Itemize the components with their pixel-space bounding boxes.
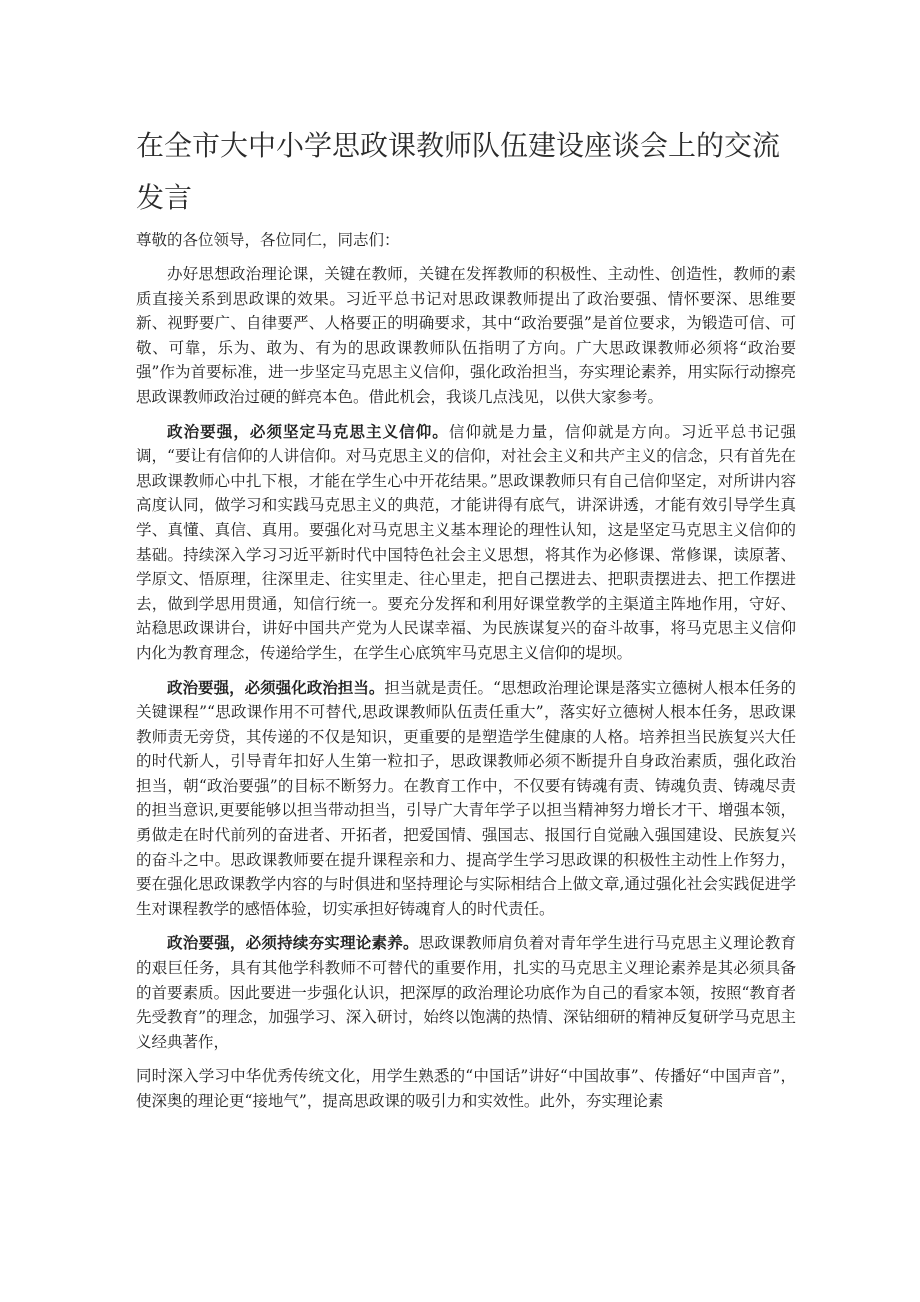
paragraph-lead: 政治要强，必须持续夯实理论素养。: [167, 933, 419, 953]
paragraph-text: 思政课教师肩负着对青年学生进行马克思主义理论教育的艰巨任务，具有其他学科教师不可替代的重要作用，扎实的马克思主义理论素养是其必须具备的首要素质。因此要进一步强化认识，把深厚的政治理论功底作为自己的看家本领，按照“教育者先受教育”的理念，加强学习、深入研讨，始终以饱满的热情、深钻细研的精神反复研学马克思主义经典著作，: [136, 934, 796, 1051]
paragraph-intro: [136, 262, 796, 410]
paragraph-lead: 政治要强，必须强化政治担当。: [167, 677, 385, 697]
paragraph-responsibility: [136, 676, 796, 922]
paragraph-lead: 政治要强，必须坚定马克思主义信仰。: [167, 421, 449, 441]
paragraph-text: 信仰就是力量，信仰就是方向。习近平总书记强调，“要让有信仰的人讲信仰。对马克思主义的信仰，对社会主义和共产主义的信念，只有首先在思政课教师心中扎下根，才能在学生心中开花结果。”思政课教师只有自己信仰坚定，对所讲内容高度认同，做学习和实践马克思主义的典范，才能讲得有底气，讲深讲透，才能有效引导学生真学、真懂、真信、真用。要强化对马克思主义基本理论的理性认知，这是坚定马克思主义信仰的基础。持续深入学习习近平新时代中国特色社会主义思想，将其作为必修课、常修课，读原著、学原文、悟原理，往深里走、往实里走、往心里走，把自己摆进去、把职责摆进去、把工作摆进去，做到学思用贯通，知信行统一。要充分发挥和利用好课堂教学的主渠道主阵地作用，守好、站稳思政课讲台，讲好中国共产党为人民谋幸福、为民族谋复兴的奋斗故事，将马克思主义信仰内化为教育理念，传递给学生，在学生心底筑牢马克思主义信仰的堤坝。: [136, 422, 796, 662]
paragraph-continued: [136, 1064, 796, 1113]
body-text: [136, 262, 796, 1124]
paragraph-text: 担当就是责任。“思想政治理论课是落实立德树人根本任务的关键课程”“思政课作用不可替代,思政课教师队伍责任重大”，落实好立德树人根本任务，思政课教师责无旁贷，其传递的不仅是知识，更重要的是塑造学生健康的人格。培养担当民族复兴大任的时代新人，引导青年扣好人生第一粒扣子，思政课教师必须不断提升自身政治素质，强化政治担当，朝“政治要强”的目标不断努力。在教育工作中，不仅要有铸魂有责、铸魂负责、铸魂尽责的担当意识,更要能够以担当带动担当，引导广大青年学子以担当精神努力增长才干、增强本领，勇做走在时代前列的奋进者、开拓者，把爱国情、强国志、报国行自觉融入强国建设、民族复兴的奋斗之中。思政课教师要在提升课程亲和力、提高学生学习思政课的积极性主动性上作努力，要在强化思政课教学内容的与时俱进和坚持理论与实际相结合上做文章,通过强化社会实践促进学生对课程教学的感悟体验，切实承担好铸魂育人的时代责任。: [136, 678, 796, 918]
page-title: 在全市大中小学思政课教师队伍建设座谈会上的交流发言: [136, 129, 781, 214]
paragraph-text: 办好思想政治理论课，关键在教师，关键在发挥教师的积极性、主动性、创造性，教师的素质直接关系到思政课的效果。习近平总书记对思政课教师提出了政治要强、情怀要深、思维要新、视野要广、自律要严、人格要正的明确要求，其中“政治要强”是首位要求，为锻造可信、可敬、可靠，乐为、敢为、有为的思政课教师队伍指明了方向。广大思政课教师必须将“政治要强”作为首要标准，进一步坚定马克思主义信仰，强化政治担当，夯实理论素养，用实际行动擦亮思政课教师政治过硬的鲜亮本色。借此机会，我谈几点浅见，以供大家参考。: [136, 265, 796, 406]
paragraph-theory: [136, 931, 796, 1054]
greeting: 尊敬的各位领导，各位同仁，同志们：: [136, 231, 400, 249]
paragraph-text: 同时深入学习中华优秀传统文化，用学生熟悉的“中国话”讲好“中国故事”、传播好“中国声音”，使深奥的理论更“接地气”，提高思政课的吸引力和实效性。此外，夯实理论素: [136, 1067, 796, 1110]
paragraph-faith: [136, 420, 796, 666]
